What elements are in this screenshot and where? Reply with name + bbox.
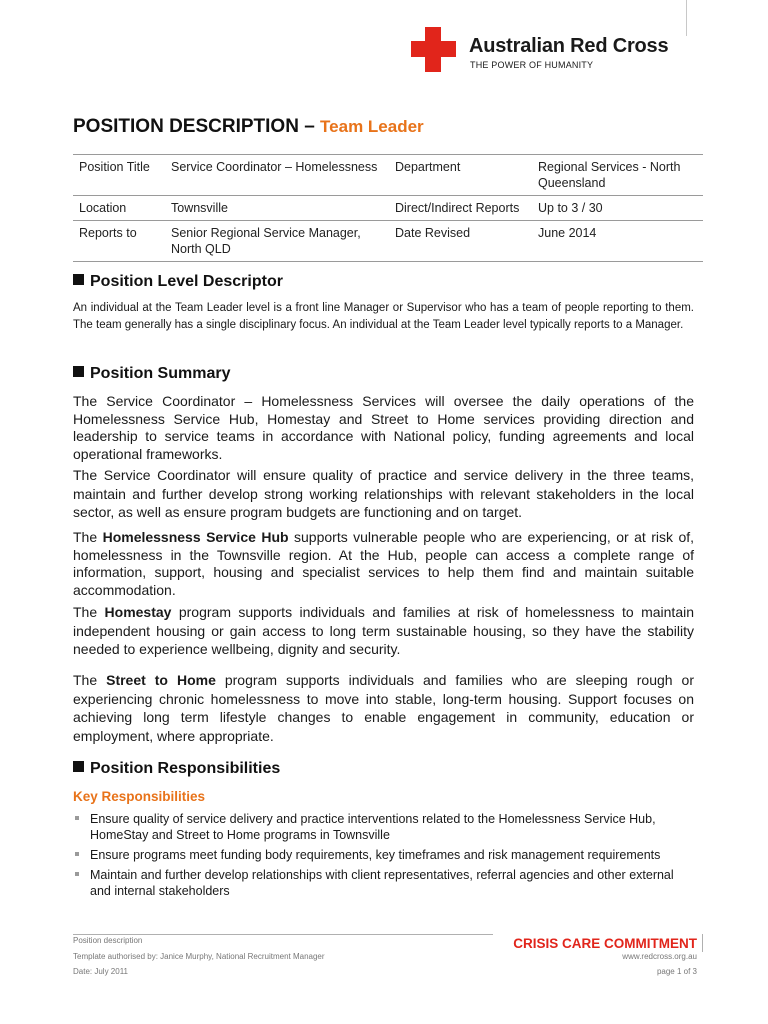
title-main: POSITION DESCRIPTION: [73, 116, 299, 137]
square-bullet-icon: [73, 274, 84, 285]
key-responsibilities-heading: Key Responsibilities: [73, 789, 206, 804]
table-cell: Townsville: [171, 201, 228, 215]
table-cell: Position Title: [79, 160, 150, 174]
table-cell: Department: [395, 160, 461, 174]
summary-paragraph-2: The Service Coordinator will ensure quality of practice and service delivery in the three teams, maintain and further develop strong working relationships with relevant stakeholders in the local sector, as well as ensure program budgets are functioning and on target.: [73, 467, 694, 520]
brand-name: Australian Red Cross: [469, 35, 669, 57]
table-cell: Service Coordinator – Homelessness: [171, 160, 378, 174]
table-row: [73, 221, 703, 262]
red-cross-logo: [411, 27, 671, 75]
summary-paragraph-street-to-home: The Street to Home program supports individuals and families who are sleeping rough or experiencing chronic homelessness to move into stable, long-term housing. Support focuses on achieving long term lifestyle changes to enable engagement in community, education or employment, where appropriate.: [73, 672, 695, 744]
table-cell: Direct/Indirect Reports: [395, 201, 520, 215]
brand-tagline: THE POWER OF HUMANITY: [470, 60, 594, 70]
section-heading-summary: Position Summary: [73, 365, 230, 383]
table-cell: Up to 3 / 30: [538, 201, 603, 215]
footer-website: www.redcross.org.au: [622, 952, 697, 961]
table-cell: Senior Regional Service Manager, North QLD: [171, 226, 361, 256]
footer-divider: [73, 934, 493, 935]
table-row: [73, 155, 703, 196]
table-cell: Regional Services - North Queensland: [538, 160, 681, 190]
footer-doc-type: Position description: [73, 936, 143, 945]
table-cell: June 2014: [538, 226, 597, 240]
page-title: [73, 116, 424, 138]
list-item: Maintain and further develop relationships with client representatives, referral agencies and other external and internal stakeholders: [73, 867, 697, 899]
table-cell: Date Revised: [395, 226, 471, 240]
red-cross-icon: [411, 27, 456, 72]
summary-paragraph-hub: The Homelessness Service Hub supports vulnerable people who are experiencing, or at risk of, homelessness in the Townsville region. At the Hub, people can access a complete range of information, support, housing and specialist services to help them find and maintain suitable accommodation.: [73, 529, 695, 598]
summary-paragraph-1: The Service Coordinator – Homelessness Services will oversee the daily operations of the Homelessness Service Hub, Homestay and Street to Home services providing direction and leadership to service teams in accordance with National policy, funding agreements and local operational frameworks.: [73, 393, 694, 462]
square-bullet-icon: [73, 366, 84, 377]
page-number: page 1 of 3: [656, 967, 697, 976]
table-row: [73, 196, 703, 221]
title-separator: –: [298, 116, 321, 137]
table-cell: Reports to: [79, 226, 137, 240]
crisis-care-commitment: CRISIS CARE COMMITMENT: [513, 936, 697, 951]
table-cell: Location: [79, 201, 127, 215]
position-info-table: [73, 154, 703, 262]
list-item: Ensure quality of service delivery and practice interventions related to the Homelessness Service Hub, HomeStay and Street to Home programs in Townsville: [73, 811, 697, 843]
square-bullet-icon: [73, 761, 84, 772]
level-descriptor-text: An individual at the Team Leader level is a front line Manager or Supervisor who has a team of people reporting to them. The team generally has a single disciplinary focus. An individual at the Team Leader level typically reports to a Manager.: [73, 302, 694, 331]
footer-template-author: Template authorised by: Janice Murphy, National Recruitment Manager: [73, 952, 325, 961]
responsibilities-list: [73, 811, 697, 903]
section-heading-responsibilities: Position Responsibilities: [73, 760, 280, 778]
title-sub: Team Leader: [320, 117, 424, 136]
summary-paragraph-homestay: The Homestay program supports individuals and families at risk of homelessness to maintain independent housing or gain access to long term sustainable housing, so they have the stability needed to experience wellbeing, dignity and security.: [73, 604, 695, 657]
footer-vertical-divider: [702, 934, 703, 952]
section-heading-level-descriptor: Position Level Descriptor: [73, 273, 283, 291]
list-item: Ensure programs meet funding body requirements, key timeframes and risk management requirements: [73, 847, 697, 863]
footer-date: Date: July 2011: [73, 967, 128, 976]
header-divider: [686, 0, 687, 36]
